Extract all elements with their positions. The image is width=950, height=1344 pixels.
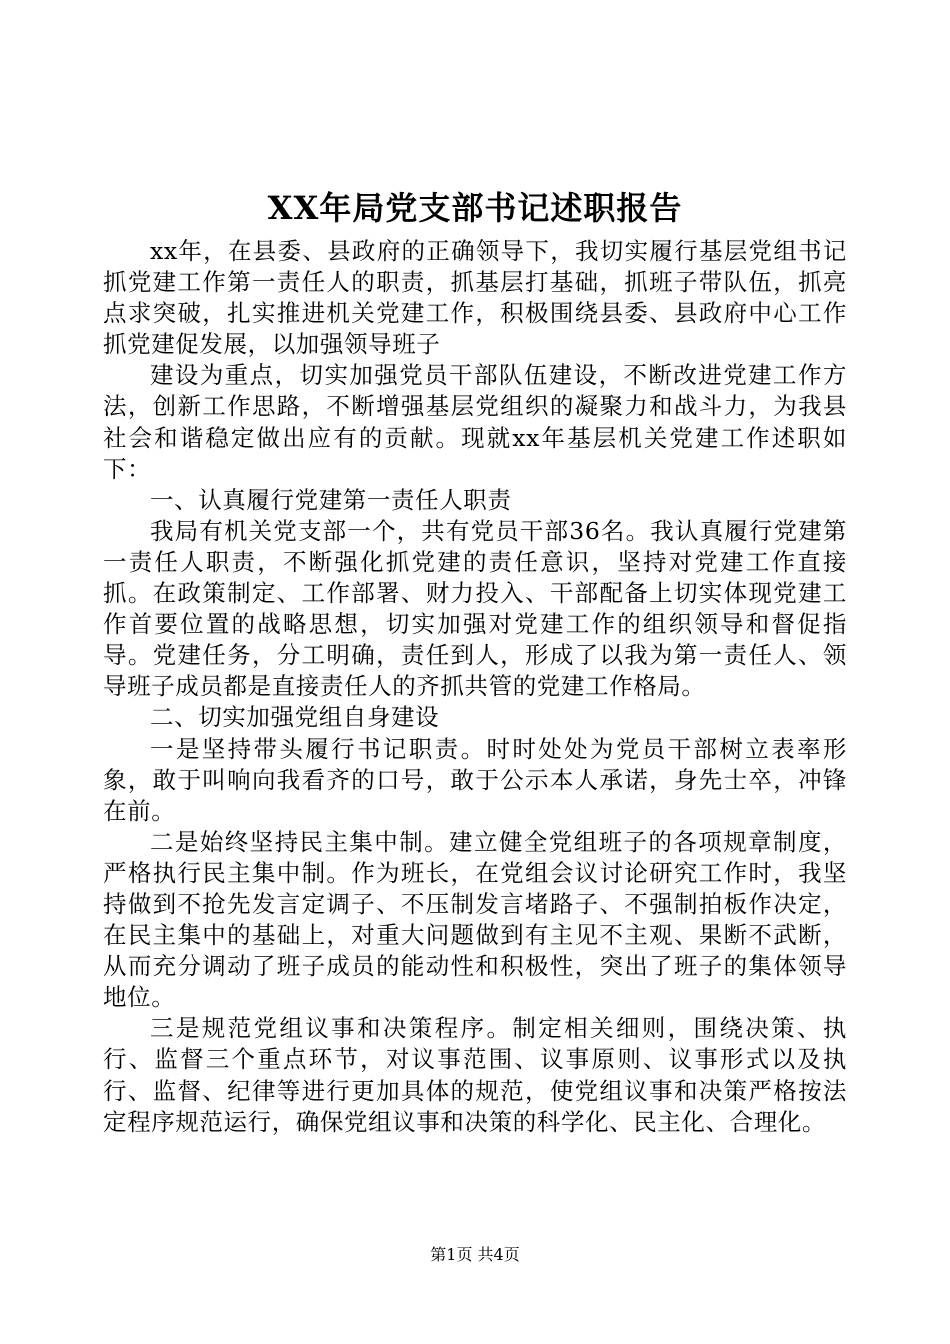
section-heading-1: 一、认真履行党建第一责任人职责 [150, 485, 512, 514]
paragraph-intro: xx年，在县委、县政府的正确领导下，我切实履行基层党组书记抓党建工作第一责任人的职责，抓基层打基础，抓班子带队伍，抓亮点求突破，扎实推进机关党建工作，积极围绕县委、县政府中心工作抓党建促发展，以加强领导班子 [103, 237, 847, 359]
paragraph-point-2: 二是始终坚持民主集中制。建立健全党组班子的各项规章制度，严格执行民主集中制。作为班长，在党组会议讨论研究工作时，我坚持做到不抢先发言定调子、不压制发言堵路子、不强制拍板作决定，在民主集中的基础上，对重大问题做到有主见不主观、果断不武断，从而充分调动了班子成员的能动性和积极性，突出了班子的集体领导地位。 [103, 827, 847, 1012]
page-number-footer: 第1页 共4页 [430, 1245, 520, 1264]
paragraph-section-1: 我局有机关党支部一个，共有党员干部36名。我认真履行党建第一责任人职责，不断强化抓党建的责任意识，坚持对党建工作直接抓。在政策制定、工作部署、财力投入、干部配备上切实体现党建工作首要位置的战略思想，切实加强对党建工作的组织领导和督促指导。党建任务，分工明确，责任到人，形成了以我为第一责任人、领导班子成员都是直接责任人的齐抓共管的党建工作格局。 [103, 516, 847, 701]
document-title: XX年局党支部书记述职报告 [267, 189, 683, 227]
document-body [103, 236, 847, 1138]
section-heading-2: 二、切实加强党组自身建设 [150, 703, 440, 732]
paragraph-point-3: 三是规范党组议事和决策程序。制定相关细则，围绕决策、执行、监督三个重点环节，对议事范围、议事原则、议事形式以及执行、监督、纪律等进行更加具体的规范，使党组议事和决策严格按法定程序规范运行，确保党组议事和决策的科学化、民主化、合理化。 [103, 1014, 847, 1136]
paragraph-intro-continued: 建设为重点，切实加强党员干部队伍建设，不断改进党建工作方法，创新工作思路，不断增强基层党组织的凝聚力和战斗力，为我县社会和谐稳定做出应有的贡献。现就xx年基层机关党建工作述职如下： [103, 361, 847, 483]
paragraph-point-1: 一是坚持带头履行书记职责。时时处处为党员干部树立表率形象，敢于叫响向我看齐的口号，敢于公示本人承诺，身先士卒，冲锋在前。 [103, 734, 847, 825]
